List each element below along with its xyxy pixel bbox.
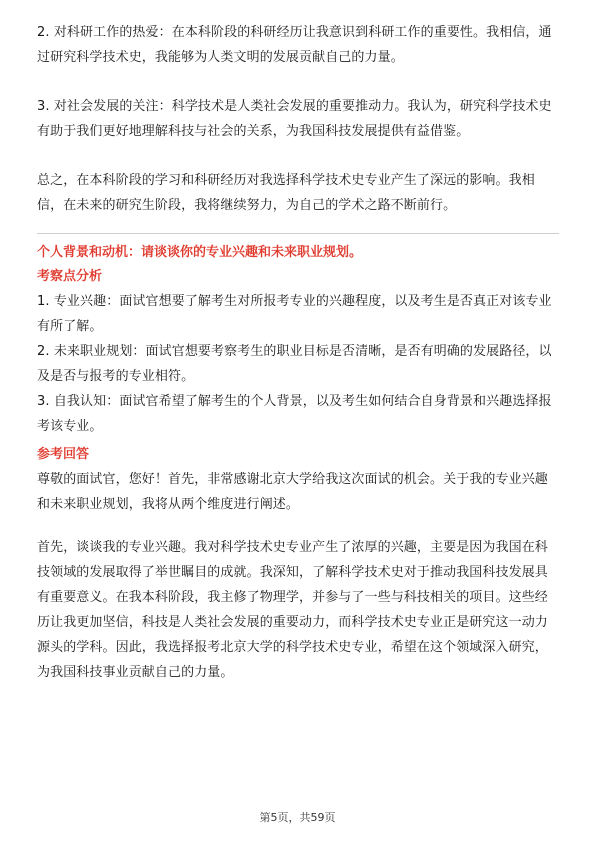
analysis-item-2: 2. 未来职业规划：面试官想要考察考生的职业目标是否清晰，是否有明确的发展路径，以及是否与报考的专业相符。 [37, 344, 552, 384]
page-content [37, 20, 559, 685]
answer-title: 参考回答 [37, 447, 90, 462]
analysis-title: 考察点分析 [37, 269, 103, 284]
spacer [37, 70, 559, 94]
spacer [37, 144, 559, 168]
spacer [37, 517, 559, 535]
question-heading: 个人背景和动机：请谈谈你的专业兴趣和未来职业规划。 [37, 245, 363, 260]
paragraph-summary: 总之，在本科阶段的学习和科研经历对我选择科学技术史专业产生了深远的影响。我相信，在未来的研究生阶段，我将继续努力，为自己的学术之路不断前行。 [37, 173, 535, 213]
paragraph-social-concern: 3. 对社会发展的关注：科学技术是人类社会发展的重要推动力。我认为，研究科学技术史有助于我们更好地理解科技与社会的关系，为我国科技发展提供有益借鉴。 [37, 99, 552, 139]
page-number: 第5页，共59页 [259, 811, 336, 824]
analysis-item-3: 3. 自我认知：面试官希望了解考生的个人背景，以及考生如何结合自身背景和兴趣选择报考该专业。 [37, 394, 552, 434]
answer-body: 首先，谈谈我的专业兴趣。我对科学技术史专业产生了浓厚的兴趣，主要是因为我国在科技领域的发展取得了举世瞩目的成就。我深知，了解科学技术史对于推动我国科技发展具有重要意义。在我本科阶段，我主修了物理学，并参与了一些与科技相关的项目。这些经历让我更加坚信，科技是人类社会发展的重要动力，而科学技术史专业正是研究这一动力源头的学科。因此，我选择报考北京大学的科学技术史专业，希望在这个领域深入研究，为我国科技事业贡献自己的力量。 [37, 540, 548, 680]
section-divider [37, 233, 559, 234]
paragraph-research-passion: 2. 对科研工作的热爱：在本科阶段的科研经历让我意识到科研工作的重要性。我相信，通过研究科学技术史，我能够为人类文明的发展贡献自己的力量。 [37, 25, 552, 65]
answer-intro: 尊敬的面试官，您好！首先，非常感谢北京大学给我这次面试的机会。关于我的专业兴趣和未来职业规划，我将从两个维度进行阐述。 [37, 472, 548, 512]
analysis-item-1: 1. 专业兴趣：面试官想要了解考生对所报考专业的兴趣程度，以及考生是否真正对该专业有所了解。 [37, 294, 552, 334]
